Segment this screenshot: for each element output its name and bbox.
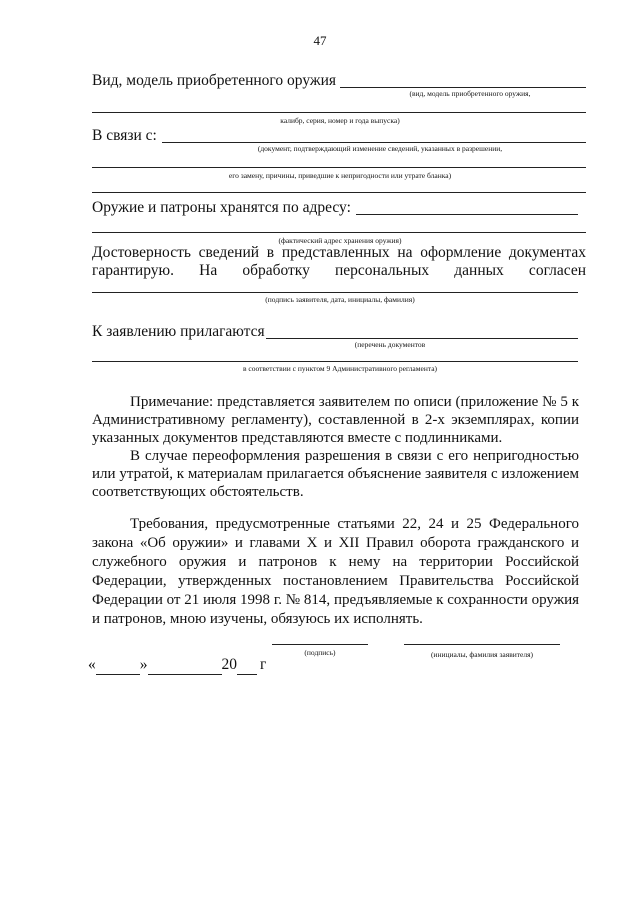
date-day-blank[interactable] — [96, 656, 140, 675]
attachments-label: К заявлению прилагаются — [92, 323, 265, 340]
date-month-blank[interactable] — [148, 656, 222, 675]
storage-caption: (фактический адрес хранения оружия) — [278, 236, 402, 245]
weapon-caption-2: калибр, серия, номер и года выпуска) — [280, 116, 400, 125]
reason-caption-2: его замену, причины, приведшие к непригодности или утрате бланка) — [228, 171, 452, 180]
guarantee-caption: (подпись заявителя, дата, инициалы, фамилия) — [265, 295, 415, 304]
guarantee-line-2: гарантирую. На обработку персональных данных согласен — [92, 262, 586, 279]
weapon-input-line[interactable] — [340, 87, 586, 88]
attachments-input-line-2[interactable] — [92, 361, 578, 362]
guarantee-line-1: Достоверность сведений в представленных на оформление документах — [92, 244, 586, 261]
note-paragraph-1 — [92, 393, 579, 447]
note-paragraph-2 — [92, 447, 579, 501]
date-year-suffix: г — [260, 656, 267, 673]
reason-label: В связи с: — [92, 127, 157, 144]
date-open-quote: « — [88, 656, 96, 673]
date-close-quote: » — [139, 656, 148, 673]
weapon-label: Вид, модель приобретенного оружия — [92, 72, 336, 89]
storage-input-line-2[interactable] — [92, 232, 586, 233]
note-paragraph-1-text: Примечание: представляется заявителем по описи (приложение № 5 к Административному регламенту), составленной в 2-х экземплярах, копии указанных документов представляются вместе с подлинниками. — [92, 394, 579, 446]
reason-input-line[interactable] — [162, 142, 586, 143]
note-paragraph-2-text: В случае переоформления разрешения в связи с его непригодностью или утратой, к материалам прилагается объяснение заявителя с изложением соответствующих обстоятельств. — [92, 448, 579, 500]
weapon-caption-1: (вид, модель приобретенного оружия, — [409, 89, 531, 98]
name-caption: (инициалы, фамилия заявителя) — [430, 650, 534, 659]
storage-label: Оружие и патроны хранятся по адресу: — [92, 199, 351, 216]
date-year-blank[interactable] — [237, 656, 257, 675]
date-field[interactable] — [88, 656, 266, 675]
storage-input-line[interactable] — [356, 214, 578, 215]
weapon-input-line-2[interactable] — [92, 112, 586, 113]
name-line[interactable] — [404, 644, 560, 645]
attachments-input-line[interactable] — [266, 338, 578, 339]
reason-input-line-3[interactable] — [92, 192, 586, 193]
requirements-text: Требования, предусмотренные статьями 22, 24 и 25 Федерального закона «Об оружии» и главами X и XII Правил оборота гражданского и служебного оружия и патронов к нему на территории Российской Федерации, утвержденных постановлением Правительства Российской Федерации от 21 июля 1998 г. № 814, предъявляемые к сохранности оружия и патронов, мною изучены, обязуюсь их исполнять. — [92, 516, 579, 627]
page-number: 47 — [313, 33, 327, 48]
attachments-caption-2: в соответствии с пунктом 9 Административного регламента) — [242, 364, 438, 373]
signature-caption: (подпись) — [304, 648, 336, 657]
requirements-paragraph — [92, 515, 579, 629]
attachments-caption-1: (перечень документов — [354, 340, 426, 349]
guarantee-signature-line[interactable] — [92, 292, 578, 293]
reason-caption-1: (документ, подтверждающий изменение сведений, указанных в разрешении, — [257, 144, 503, 153]
reason-input-line-2[interactable] — [92, 167, 586, 168]
signature-line[interactable] — [272, 644, 368, 645]
date-year-prefix: 20 — [221, 656, 237, 673]
